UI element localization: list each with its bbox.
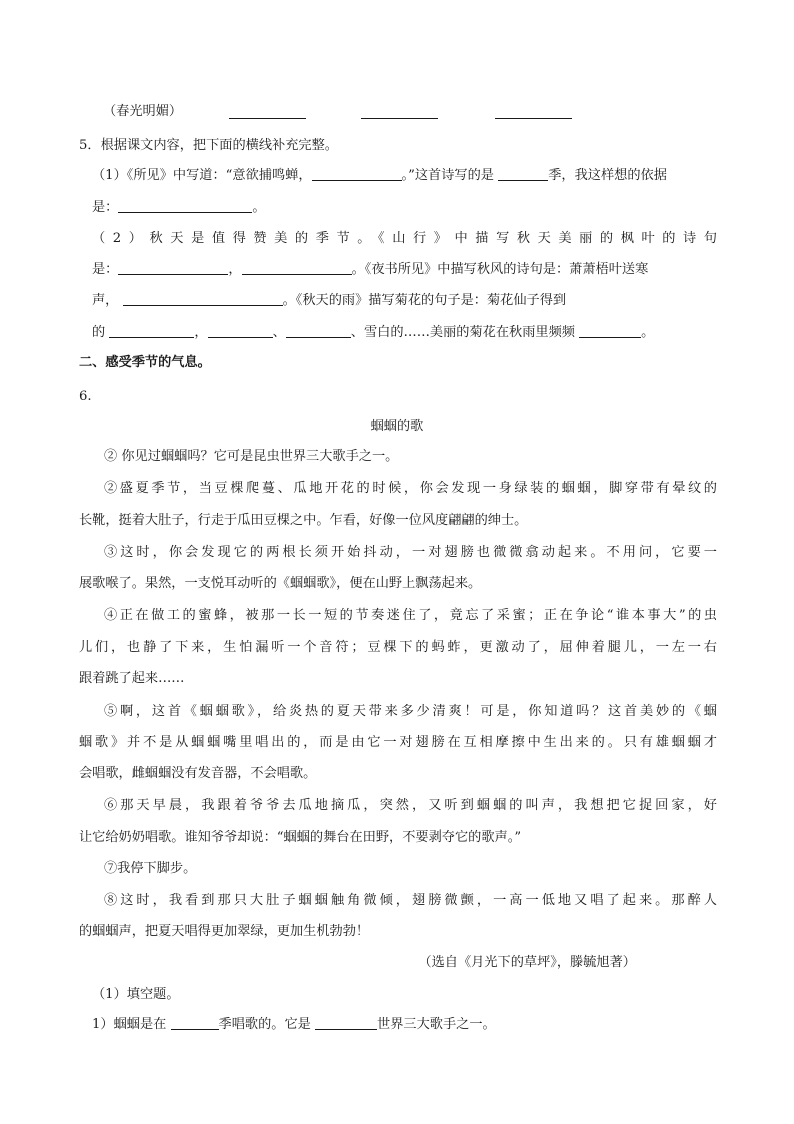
passage-para-3-line-1: ③这时，你会发现它的两根长须开始抖动，一对翅膀也微微翕动起来。不用问，它要一: [104, 545, 717, 560]
passage-para-8-line-1: ⑧这时，我看到那只大肚子蝈蝈触角微倾，翅膀微颤，一高一低地又唱了起来。那醉人: [104, 893, 717, 908]
q6-sub-1-text-b: 季唱歌的。它是: [218, 1017, 311, 1032]
q5-p1-blank-1[interactable]: [312, 168, 402, 181]
passage-para-6-line-1: ⑥那天早晨，我跟着爷爷去瓜地摘瓜，突然，又听到蝈蝈的叫声，我想把它捉回家，好: [104, 798, 717, 813]
answer-blank-2[interactable]: [361, 106, 438, 119]
q5-p2-line2: [92, 262, 648, 278]
q6-sub-1-text-a: 1）蝈蝈是在: [92, 1017, 167, 1032]
prev-line: [103, 104, 182, 120]
q5-p2-text-h: 、: [272, 325, 286, 340]
passage-para-5-line-2: 蝈歌》并不是从蝈蝈嘴里唱出的，而是由它一对翅膀在互相摩擦中生出来的。只有雄蝈蝈才: [79, 735, 717, 750]
q5-p1-line1: [92, 168, 667, 184]
q5-heading: 5．根据课文内容，把下面的横线补充完整。: [79, 138, 338, 153]
q5-p2-blank-3[interactable]: [123, 293, 283, 306]
q5-p2-text-i: 、雪白的……美丽的菊花在秋雨里频频: [350, 325, 575, 340]
q6-sub-1-item-1: [92, 1017, 496, 1033]
q5-p2-blank-5[interactable]: [208, 325, 273, 338]
passage-para-7: ⑦我停下脚步。: [104, 861, 197, 876]
passage-para-5-line-3: 会唱歌，雌蝈蝈没有发音器，不会唱歌。: [79, 766, 317, 781]
q5-p2-text-g: ，: [194, 325, 208, 340]
passage-para-1: ② 你见过蝈蝈吗？它可是昆虫世界三大歌手之一。: [104, 449, 399, 464]
prev-text: （春光明媚）: [103, 104, 183, 119]
q5-p2-line1: （2）秋天是值得赞美的季节。《山行》中描写秋天美丽的枫叶的诗句: [92, 231, 717, 246]
q5-p2-text-d: 声，: [92, 293, 119, 308]
q6-sub-1-blank-2[interactable]: [315, 1017, 377, 1030]
q5-p2-line4: [92, 325, 654, 341]
section-2-title: 二、感受季节的气息。: [79, 355, 211, 370]
passage-para-6-line-2: 让它给奶奶唱歌。谁知爷爷却说：“蝈蝈的舞台在田野，不要剥夺它的歌声。”: [79, 830, 522, 845]
q5-p2-blank-4[interactable]: [109, 325, 194, 338]
passage-para-3-line-2: 展歌喉了。果然，一支悦耳动听的《蝈蝈歌》，便在山野上飘荡起来。: [79, 576, 482, 591]
passage-title: 蝈蝈的歌: [370, 419, 424, 434]
passage-para-8-line-2: 的蝈蝈声，把夏天唱得更加翠绿，更加生机勃勃！: [79, 924, 370, 939]
q5-p2-text-b: ，: [228, 262, 242, 277]
q5-p1-text-c: 季，我这样想的依据: [548, 168, 667, 183]
q5-p2-blank-2[interactable]: [242, 262, 352, 275]
passage-para-4-line-3: 跟着跳了起来……: [79, 671, 185, 686]
passage-source: （选自《月光下的草坪》，滕毓旭著）: [418, 955, 636, 970]
q5-p2-text-c: 。《夜书所见》中描写秋风的诗句是：萧萧梧叶送寒: [351, 262, 649, 277]
q5-p2-blank-7[interactable]: [579, 325, 641, 338]
q5-p1-text-a: （1）《所见》中写道：“意欲捕鸣蝉，: [92, 168, 312, 183]
q5-p1-line2: [92, 200, 266, 216]
q5-p2-blank-6[interactable]: [286, 325, 351, 338]
answer-blank-3[interactable]: [495, 106, 572, 119]
passage-para-4-line-2: 儿们，也静了下来，生怕漏听一个音符；豆棵下的蚂蚱，更激动了，屈伸着腿儿，一左一右: [79, 640, 717, 655]
q5-p2-text-f: 的: [92, 325, 106, 340]
q6-number: 6.: [79, 389, 92, 404]
q5-p2-line3: [92, 293, 566, 309]
q5-p1-blank-3[interactable]: [118, 200, 252, 213]
passage-para-2-line-2: 长靴，挺着大肚子，行走于瓜田豆棵之中。乍看，好像一位风度翩翩的绅士。: [79, 513, 528, 528]
q5-p1-blank-2[interactable]: [498, 168, 548, 181]
q5-p1-text-b: 。”这首诗写的是: [401, 168, 494, 183]
passage-para-4-line-1: ④正在做工的蜜蜂，被那一长一短的节奏迷住了，竟忘了采蜜；正在争论“谁本事大”的虫: [104, 608, 717, 623]
q5-p2-text-e: 。《秋天的雨》描写菊花的句子是：菊花仙子得到: [282, 293, 567, 308]
q5-p2-blank-1[interactable]: [118, 262, 228, 275]
passage-para-5-line-1: ⑤啊，这首《蝈蝈歌》，给炎热的夏天带来多少清爽！可是，你知道吗？这首美妙的《蝈: [104, 704, 717, 719]
q6-sub-1-blank-1[interactable]: [171, 1017, 219, 1030]
q6-sub-1-text-c: 世界三大歌手之一。: [377, 1017, 496, 1032]
q6-sub-1-heading: （1）填空题。: [92, 987, 180, 1002]
answer-blank-1[interactable]: [229, 106, 306, 119]
q5-p1-text-e: 。: [252, 200, 266, 215]
passage-para-2-line-1: ②盛夏季节，当豆棵爬蔓、瓜地开花的时候，你会发现一身绿装的蝈蝈，脚穿带有晕纹的: [104, 481, 717, 496]
q5-p1-text-d: 是：: [92, 200, 119, 215]
q5-p2-text-j: 。: [641, 325, 655, 340]
q5-p2-text-a: 是：: [92, 262, 119, 277]
